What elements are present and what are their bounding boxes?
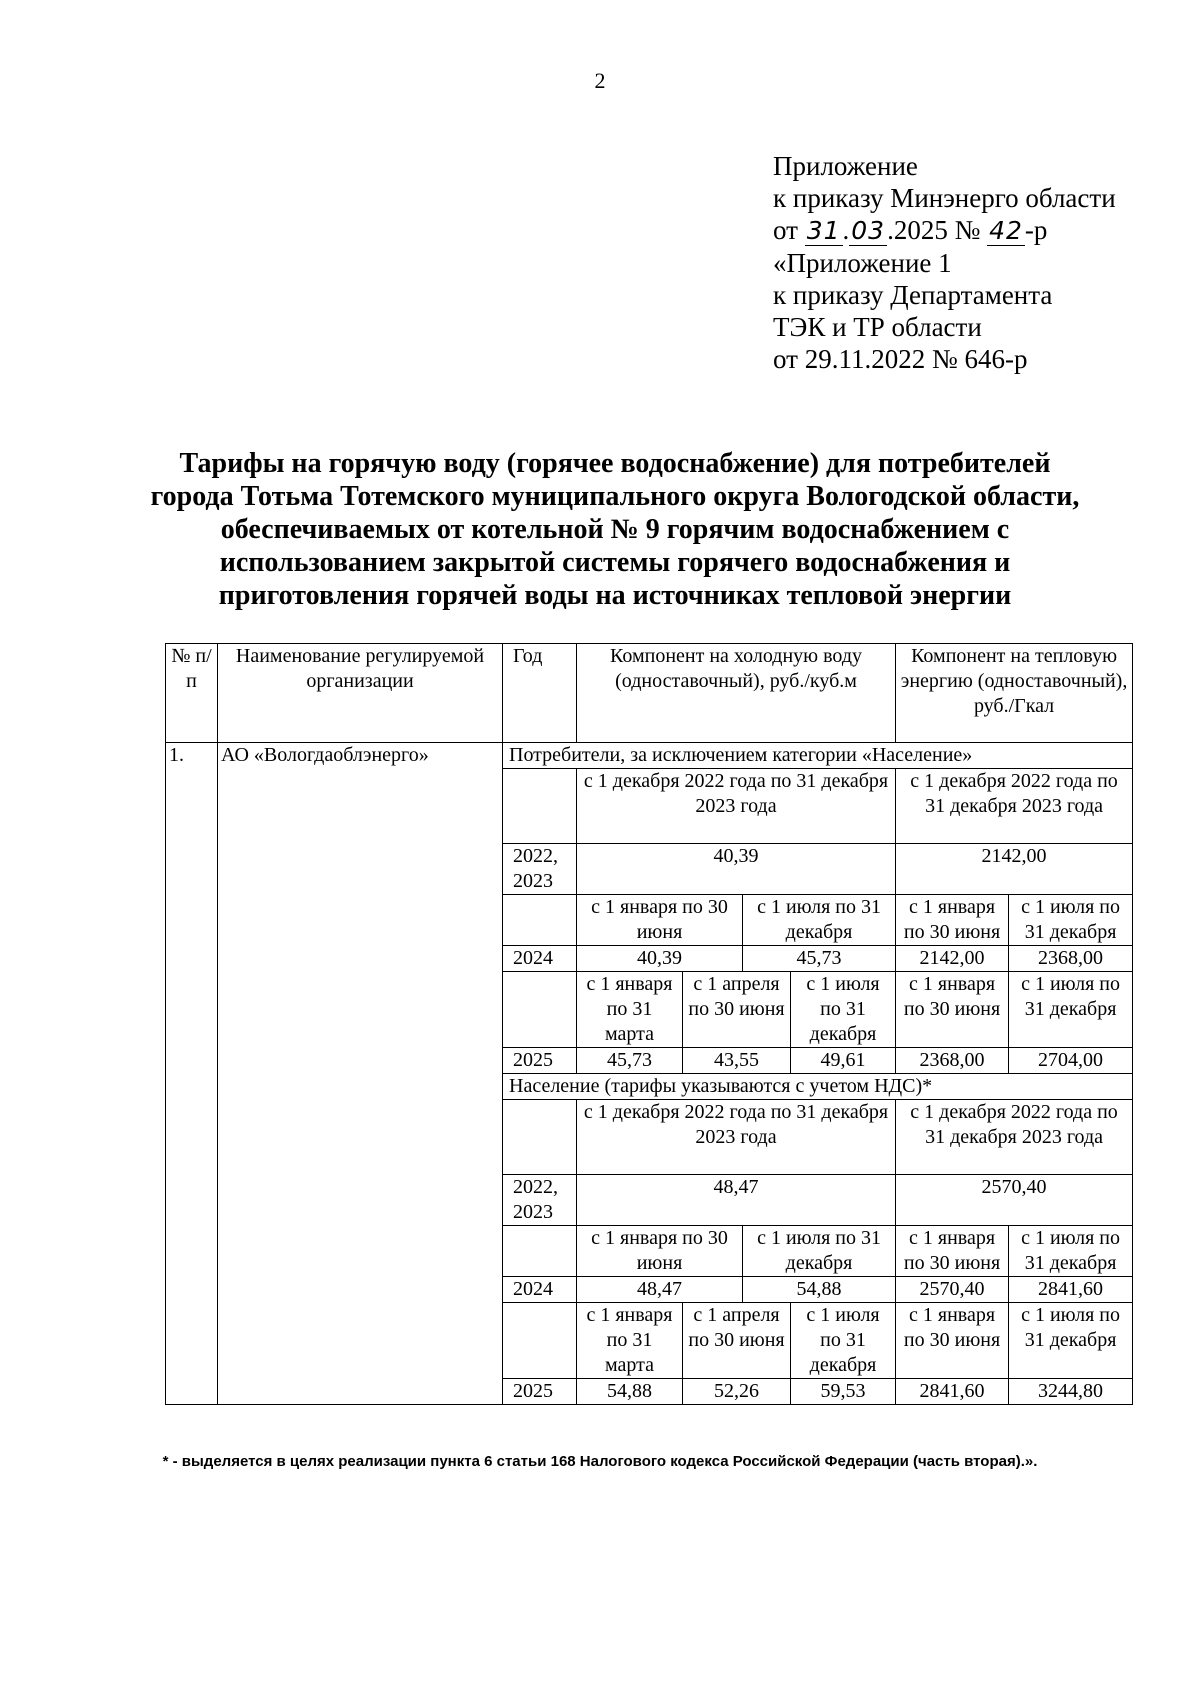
year-cell: 2022, 2023	[503, 844, 577, 895]
tariff-water: 48,47	[577, 1175, 896, 1226]
year-cell: 2025	[503, 1379, 577, 1405]
year-cell	[503, 1303, 577, 1379]
period-heat: с 1 июля по 31 декабря	[1009, 1303, 1133, 1379]
title-line: Тарифы на горячую воду (горячее водоснабжение) для потребителей	[179, 448, 1051, 479]
year-cell: 2024	[503, 946, 577, 972]
tariff-water: 52,26	[683, 1379, 791, 1405]
year-cell: 2025	[503, 1048, 577, 1074]
tariff-heat: 2704,00	[1009, 1048, 1133, 1074]
period-heat: с 1 декабря 2022 года по 31 декабря 2023 года	[896, 1100, 1133, 1175]
page-number: 2	[594, 68, 606, 93]
appendix-line: ТЭК и ТР области	[773, 312, 982, 342]
handwritten-month: 03	[851, 216, 886, 245]
handwritten-number: 42	[989, 216, 1023, 245]
period-heat: с 1 января по 30 июня	[896, 1226, 1009, 1277]
period-heat: с 1 января по 30 июня	[896, 895, 1009, 946]
title-line: обеспечиваемых от котельной № 9 горячим водоснабжением с	[220, 514, 1010, 545]
tariff-heat: 2841,60	[896, 1379, 1009, 1405]
table-header-row	[166, 644, 1133, 743]
tariff-water: 45,73	[743, 946, 896, 972]
tariff-water: 54,88	[743, 1277, 896, 1303]
tariff-heat: 2368,00	[1009, 946, 1133, 972]
title-line: использованием закрытой системы горячего водоснабжения и	[219, 547, 1011, 578]
period-heat: с 1 января по 30 июня	[896, 1303, 1009, 1379]
year-cell	[503, 972, 577, 1048]
appendix-line: Приложение	[773, 151, 918, 181]
period-water: с 1 января по 30 июня	[577, 895, 743, 946]
period-water: с 1 декабря 2022 года по 31 декабря 2023 года	[577, 769, 896, 844]
period-heat: с 1 декабря 2022 года по 31 декабря 2023 года	[896, 769, 1133, 844]
header-num: № п/п	[166, 644, 218, 743]
tariff-water: 40,39	[577, 844, 896, 895]
period-heat: с 1 июля по 31 декабря	[1009, 895, 1133, 946]
appendix-line: от 29.11.2022 № 646-р	[773, 344, 1028, 374]
category-label: Население (тарифы указываются с учетом НДС)*	[503, 1074, 1133, 1100]
row-number: 1.	[166, 743, 218, 1405]
appendix-line: «Приложение 1	[773, 248, 952, 278]
period-heat: с 1 июля по 31 декабря	[1009, 972, 1133, 1048]
tariff-heat: 2570,40	[896, 1175, 1133, 1226]
tariff-water: 49,61	[791, 1048, 896, 1074]
year-cell: 2022, 2023	[503, 1175, 577, 1226]
year-cell	[503, 895, 577, 946]
header-year: Год	[503, 644, 577, 743]
year-cell	[503, 1100, 577, 1175]
period-water: с 1 апреля по 30 июня	[683, 1303, 791, 1379]
tariff-water: 48,47	[577, 1277, 743, 1303]
year-cell: 2024	[503, 1277, 577, 1303]
header-heat-component: Компонент на тепловую энергию (одноставочный), руб./Гкал	[896, 644, 1133, 743]
appendix-prefix: от	[773, 215, 805, 245]
category-label: Потребители, за исключением категории «Население»	[503, 743, 1133, 769]
appendix-block	[773, 150, 1116, 375]
period-water: с 1 января по 31 марта	[577, 972, 683, 1048]
period-heat: с 1 июля по 31 декабря	[1009, 1226, 1133, 1277]
tariff-heat: 2142,00	[896, 844, 1133, 895]
handwritten-day: 31	[806, 216, 841, 245]
tariff-water: 54,88	[577, 1379, 683, 1405]
tariff-heat: 2368,00	[896, 1048, 1009, 1074]
period-water: с 1 июля по 31 декабря	[743, 1226, 896, 1277]
year-cell	[503, 769, 577, 844]
period-heat: с 1 января по 30 июня	[896, 972, 1009, 1048]
appendix-line: к приказу Минэнерго области	[773, 183, 1116, 213]
period-water: с 1 января по 31 марта	[577, 1303, 683, 1379]
header-water-component: Компонент на холодную воду (одноставочный), руб./куб.м	[577, 644, 896, 743]
appendix-year-part: .2025 №	[887, 215, 988, 245]
header-org: Наименование регулируемой организации	[218, 644, 503, 743]
period-water: с 1 июля по 31 декабря	[743, 895, 896, 946]
period-water: с 1 июля по 31 декабря	[791, 972, 896, 1048]
category-row	[166, 743, 1133, 769]
year-cell	[503, 1226, 577, 1277]
appendix-suffix: -р	[1024, 215, 1048, 245]
tariff-heat: 2142,00	[896, 946, 1009, 972]
tariff-heat: 2841,60	[1009, 1277, 1133, 1303]
title-line: приготовления горячей воды на источниках тепловой энергии	[218, 580, 1012, 611]
period-water: с 1 апреля по 30 июня	[683, 972, 791, 1048]
tariffs-table	[165, 643, 1133, 1405]
period-water: с 1 декабря 2022 года по 31 декабря 2023 года	[577, 1100, 896, 1175]
period-water: с 1 июля по 31 декабря	[791, 1303, 896, 1379]
tariff-water: 45,73	[577, 1048, 683, 1074]
period-water: с 1 января по 30 июня	[577, 1226, 743, 1277]
appendix-order-date-line	[773, 214, 1116, 247]
tariff-heat: 2570,40	[896, 1277, 1009, 1303]
tariff-water: 40,39	[577, 946, 743, 972]
tariff-water: 43,55	[683, 1048, 791, 1074]
organization-name: АО «Вологдаоблэнерго»	[218, 743, 503, 1405]
appendix-line: к приказу Департамента	[773, 280, 1053, 310]
footnote: * - выделяется в целях реализации пункта 6 статьи 168 Налогового кодекса Российской Федерации (часть вторая).».	[162, 1453, 1038, 1470]
appendix-dot: .	[842, 215, 850, 245]
title-line: города Тотьма Тотемского муниципального округа Вологодской области,	[150, 481, 1080, 512]
tariff-water: 59,53	[791, 1379, 896, 1405]
tariff-heat: 3244,80	[1009, 1379, 1133, 1405]
document-title	[150, 447, 1080, 612]
